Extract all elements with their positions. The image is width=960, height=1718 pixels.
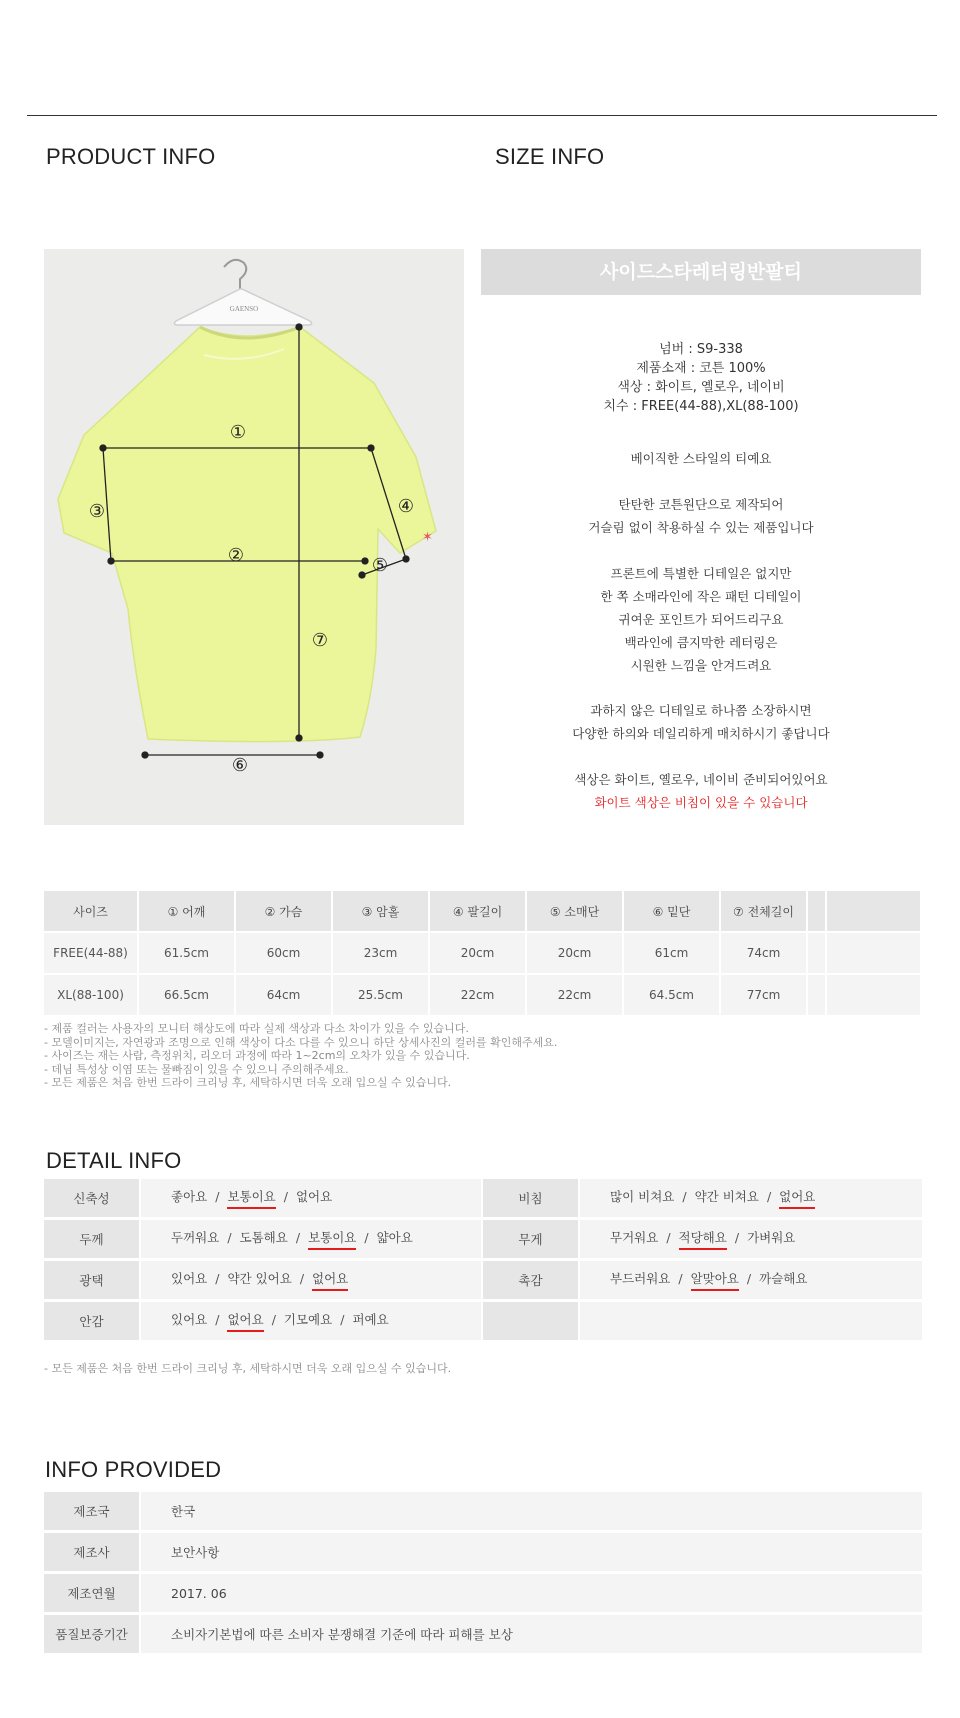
spec-color: 색상 : 화이트, 옐로우, 네이비 — [617, 380, 785, 395]
separator: / — [271, 1312, 276, 1327]
measure-point — [403, 556, 409, 562]
separator: / — [283, 1189, 288, 1204]
size-cell: 20cm — [429, 932, 526, 974]
detail-option: 두꺼워요 — [171, 1230, 220, 1245]
size-header-cell: ⑥ 밑단 — [623, 891, 720, 932]
size-header-cell: ③ 암홀 — [332, 891, 429, 932]
size-header-cell: ④ 팔길이 — [429, 891, 526, 932]
desc-line: 프론트에 특별한 디테일은 없지만 — [610, 566, 792, 581]
size-cell: 23cm — [332, 932, 429, 974]
size-header-cell: ① 어깨 — [138, 891, 235, 932]
table-row — [44, 1573, 922, 1614]
detail-option-selected: 없어요 — [227, 1310, 263, 1332]
size-header-cell: ⑦ 전체길이 — [720, 891, 807, 932]
spec-material: 제품소재 : 코튼 100% — [636, 361, 766, 376]
note-line: - 제품 컬러는 사용자의 모니터 해상도에 따라 실제 색상과 다소 차이가 있을 수 있습니다. — [44, 1022, 469, 1035]
size-cell: 61cm — [623, 932, 720, 974]
size-cell: FREE(44-88) — [44, 932, 138, 974]
marker-1: ① — [229, 422, 247, 443]
detail-label — [483, 1301, 578, 1342]
detail-option-selected: 알맞아요 — [691, 1269, 739, 1291]
separator: / — [766, 1189, 772, 1204]
table-row — [44, 1532, 922, 1573]
measure-point — [108, 558, 114, 564]
info-table — [44, 1492, 922, 1656]
separator: / — [295, 1230, 301, 1245]
size-notes — [44, 1022, 557, 1090]
product-name-bar: 사이드스타레터링반팔티 — [481, 249, 921, 295]
measurement-diagram — [44, 249, 464, 825]
table-row — [44, 932, 921, 974]
size-cell: 61.5cm — [138, 932, 235, 974]
table-row — [44, 1260, 922, 1301]
product-specs — [481, 340, 921, 416]
detail-options — [580, 1179, 922, 1219]
separator: / — [364, 1230, 369, 1245]
product-photo — [44, 249, 464, 825]
separator: / — [682, 1189, 687, 1204]
desc-line: 백라인에 큼지막한 레터링은 — [624, 635, 778, 650]
product-info-title: PRODUCT INFO — [46, 144, 216, 169]
detail-label: 비침 — [483, 1179, 578, 1219]
info-value: 소비자기본법에 따른 소비자 분쟁해결 기준에 따라 피해를 보상 — [141, 1614, 922, 1655]
spec-size: 치수 : FREE(44-88),XL(88-100) — [603, 399, 799, 414]
size-table-header — [44, 891, 921, 932]
detail-option: 가벼워요 — [747, 1230, 796, 1245]
desc-line: 베이직한 스타일의 티예요 — [630, 451, 772, 466]
separator: / — [299, 1271, 305, 1286]
info-label: 제조사 — [44, 1532, 139, 1573]
size-cell: 20cm — [526, 932, 623, 974]
detail-option: 기모예요 — [283, 1312, 333, 1327]
hanger-hook — [224, 260, 246, 289]
info-label: 제조연월 — [44, 1573, 139, 1614]
size-header-cell — [826, 891, 921, 932]
marker-6: ⑥ — [231, 755, 249, 776]
marker-3: ③ — [88, 501, 106, 522]
marker-7: ⑦ — [311, 630, 329, 651]
desc-line: 다양한 하의와 데일리하게 매치하시기 좋답니다 — [572, 726, 830, 741]
care-note: - 모든 제품은 처음 한번 드라이 크리닝 후, 세탁하시면 더욱 오래 입으실 수 있습니다. — [44, 1362, 452, 1375]
desc-block-3 — [481, 562, 921, 677]
size-header-cell: ② 가슴 — [235, 891, 332, 932]
separator: / — [678, 1271, 683, 1286]
detail-options — [580, 1301, 922, 1342]
size-cell — [807, 932, 826, 974]
detail-option-selected: 없어요 — [312, 1269, 348, 1291]
detail-option: 좋아요 — [171, 1189, 208, 1204]
top-divider — [27, 115, 937, 116]
detail-option-selected: 없어요 — [779, 1187, 815, 1209]
detail-label: 광택 — [44, 1260, 139, 1301]
desc-block-1 — [481, 447, 921, 470]
table-row — [44, 1219, 922, 1260]
info-provided-title: INFO PROVIDED — [45, 1457, 222, 1482]
detail-option: 없어요 — [295, 1189, 333, 1204]
size-cell: XL(88-100) — [44, 974, 138, 1016]
detail-options — [141, 1219, 481, 1260]
info-label: 품질보증기간 — [44, 1614, 139, 1655]
desc-line: 거슬림 없이 착용하실 수 있는 제품입니다 — [588, 520, 814, 535]
desc-line: 과하지 않은 디테일로 하나쯤 소장하시면 — [590, 703, 812, 718]
tshirt-shape — [58, 327, 436, 742]
detail-options — [141, 1301, 481, 1342]
size-header-cell — [807, 891, 826, 932]
detail-option: 있어요 — [171, 1271, 208, 1286]
size-cell: 64.5cm — [623, 974, 720, 1016]
measure-point — [100, 445, 106, 451]
size-cell — [826, 932, 921, 974]
size-header-cell: ⑤ 소매단 — [526, 891, 623, 932]
spec-number: 넘버 : S9-338 — [659, 342, 743, 357]
marker-5: ⑤ — [371, 555, 389, 576]
size-cell: 22cm — [526, 974, 623, 1016]
info-value: 보안사항 — [141, 1532, 922, 1573]
size-cell: 22cm — [429, 974, 526, 1016]
desc-line: 귀여운 포인트가 되어드리구요 — [618, 612, 784, 627]
detail-options — [580, 1219, 922, 1260]
detail-option: 약간 비쳐요 — [694, 1189, 759, 1204]
measure-point — [317, 752, 323, 758]
detail-option-selected: 보통이요 — [308, 1228, 356, 1250]
marker-4: ④ — [397, 496, 415, 517]
size-cell: 74cm — [720, 932, 807, 974]
detail-option: 많이 비쳐요 — [610, 1189, 675, 1204]
table-row — [44, 1492, 922, 1532]
desc-block-5 — [481, 768, 921, 814]
size-cell: 60cm — [235, 932, 332, 974]
detail-option: 도톰해요 — [239, 1230, 288, 1245]
desc-block-4 — [481, 699, 921, 745]
size-cell — [826, 974, 921, 1016]
size-cell: 25.5cm — [332, 974, 429, 1016]
detail-label: 촉감 — [483, 1260, 578, 1301]
desc-block-2 — [481, 493, 921, 539]
separator: / — [215, 1312, 220, 1327]
hanger-brand: GAENSO — [229, 305, 259, 313]
measure-point — [142, 752, 148, 758]
detail-label: 신축성 — [44, 1179, 139, 1219]
detail-table — [44, 1179, 922, 1343]
size-cell: 64cm — [235, 974, 332, 1016]
detail-option: 있어요 — [171, 1312, 208, 1327]
detail-option: 얇아요 — [376, 1230, 413, 1245]
detail-options — [141, 1179, 481, 1219]
size-cell: 66.5cm — [138, 974, 235, 1016]
separator: / — [215, 1271, 220, 1286]
desc-line: 한 쪽 소매라인에 작은 패턴 디테일이 — [600, 589, 802, 604]
measure-point — [359, 572, 365, 578]
detail-options — [141, 1260, 481, 1301]
detail-option: 약간 있어요 — [227, 1271, 292, 1286]
separator: / — [734, 1230, 740, 1245]
detail-option: 무거워요 — [610, 1230, 659, 1245]
separator: / — [340, 1312, 345, 1327]
detail-label: 안감 — [44, 1301, 139, 1342]
separator: / — [666, 1230, 671, 1245]
measure-point — [296, 735, 302, 741]
measure-point — [368, 445, 374, 451]
note-line: - 사이즈는 재는 사람, 측정위치, 리오더 과정에 따라 1~2cm의 오차가 있을 수 있습니다. — [44, 1049, 470, 1062]
separator: / — [215, 1189, 220, 1204]
measure-point — [296, 324, 302, 330]
desc-line: 시원한 느낌을 안겨드려요 — [630, 658, 772, 673]
size-info-title: SIZE INFO — [495, 144, 605, 169]
size-cell — [807, 974, 826, 1016]
note-line: - 모든 제품은 처음 한번 드라이 크리닝 후, 세탁하시면 더욱 오래 입으실 수 있습니다. — [44, 1076, 452, 1089]
size-cell: 77cm — [720, 974, 807, 1016]
detail-option-selected: 보통이요 — [227, 1187, 275, 1209]
note-line: - 데님 특성상 이염 또는 물빠짐이 있을 수 있으니 주의해주세요. — [44, 1062, 349, 1076]
table-row — [44, 1614, 922, 1655]
table-row — [44, 1179, 922, 1219]
sleeve-star: ✶ — [422, 530, 433, 545]
desc-line: 탄탄한 코튼원단으로 제작되어 — [618, 497, 784, 512]
size-table — [44, 891, 922, 1017]
table-row — [44, 1301, 922, 1342]
detail-label: 두께 — [44, 1219, 139, 1260]
table-row — [44, 974, 921, 1016]
desc-line: 색상은 화이트, 옐로우, 네이비 준비되어있어요 — [574, 772, 828, 787]
separator: / — [746, 1271, 752, 1286]
marker-2: ② — [227, 545, 245, 566]
info-label: 제조국 — [44, 1492, 139, 1532]
note-line: - 모델이미지는, 자연광과 조명으로 인해 색상이 다소 다를 수 있으니 하단 상세사진의 컬러를 확인해주세요. — [44, 1035, 558, 1049]
detail-options — [580, 1260, 922, 1301]
measure-point — [362, 558, 368, 564]
desc-warning: 화이트 색상은 비침이 있을 수 있습니다 — [594, 795, 808, 810]
detail-option: 부드러워요 — [610, 1271, 671, 1286]
detail-info-title: DETAIL INFO — [46, 1148, 182, 1173]
info-value: 2017. 06 — [141, 1573, 922, 1614]
detail-option-selected: 적당해요 — [679, 1228, 727, 1250]
size-header-cell: 사이즈 — [44, 891, 138, 932]
detail-label: 무게 — [483, 1219, 578, 1260]
separator: / — [227, 1230, 232, 1245]
info-value: 한국 — [141, 1492, 922, 1532]
detail-option: 까슬해요 — [759, 1271, 808, 1286]
detail-option: 퍼예요 — [352, 1312, 389, 1327]
